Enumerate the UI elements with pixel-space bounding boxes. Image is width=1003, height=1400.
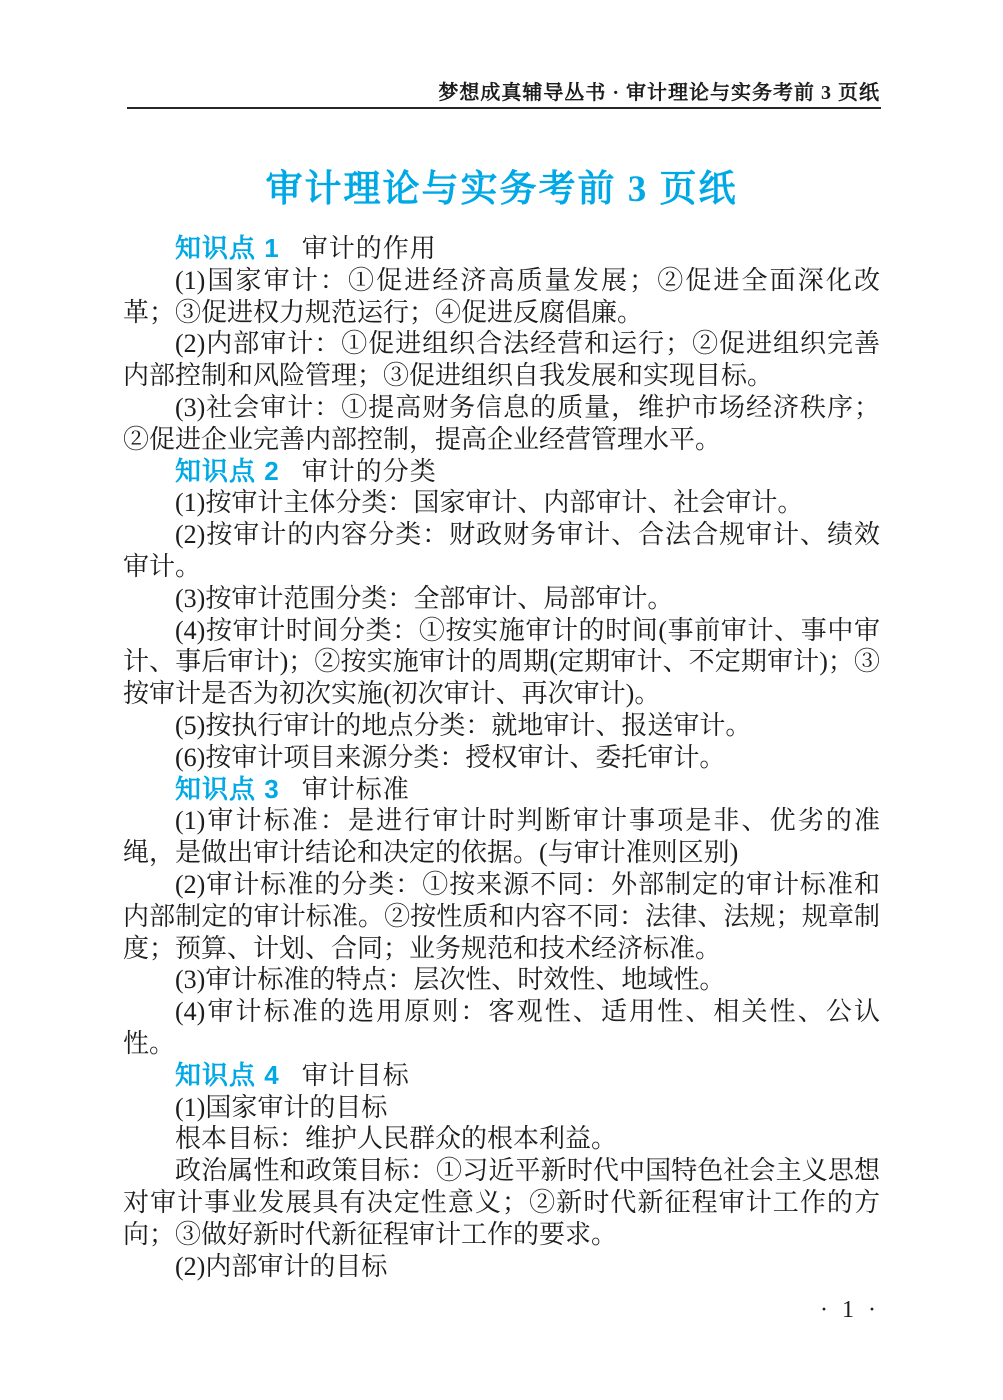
content-body xyxy=(123,233,880,1282)
body-paragraph: (2)审计标准的分类：①按来源不同：外部制定的审计标准和内部制定的审计标准。②按性质和内容不同：法律、法规；规章制度；预算、计划、合同；业务规范和技术经济标准。 xyxy=(123,869,880,963)
body-paragraph: (3)社会审计：①提高财务信息的质量，维护市场经济秩序；②促进企业完善内部控制，提高企业经营管理水平。 xyxy=(123,392,880,454)
body-paragraph: (1)按审计主体分类：国家审计、内部审计、社会审计。 xyxy=(175,488,804,518)
body-paragraph: (2)按审计的内容分类：财政财务审计、合法合规审计、绩效审计。 xyxy=(123,520,880,581)
body-paragraph: (6)按审计项目来源分类：授权审计、委托审计。 xyxy=(175,742,726,772)
section-title: 审计标准 xyxy=(301,774,410,804)
body-paragraph: (2)内部审计：①促进组织合法经营和运行；②促进组织完善内部控制和风险管理；③促进组织自我发展和实现目标。 xyxy=(123,329,880,391)
body-paragraph: (2)内部审计的目标 xyxy=(175,1251,388,1281)
page-number: · 1 · xyxy=(820,1297,880,1323)
running-header-text: 梦想成真辅导丛书 · 审计理论与实务考前 3 页纸 xyxy=(438,82,880,104)
section-heading xyxy=(123,774,880,806)
body-paragraph: (4)审计标准的选用原则：客观性、适用性、相关性、公认性。 xyxy=(123,997,880,1058)
section-title: 审计的作用 xyxy=(301,234,437,263)
section-heading xyxy=(123,233,880,265)
body-paragraph: (1)国家审计的目标 xyxy=(175,1092,388,1122)
knowledge-point-label: 知识点 1 xyxy=(175,233,280,263)
section-heading xyxy=(123,456,880,488)
body-paragraph: 根本目标：维护人民群众的根本利益。 xyxy=(175,1124,618,1154)
page-title: 审计理论与实务考前 3 页纸 xyxy=(265,169,738,210)
section-title: 审计的分类 xyxy=(301,456,437,486)
body-paragraph: (1)审计标准：是进行审计时判断审计事项是非、优劣的准绳，是做出审计结论和决定的依据。(与审计准则区别) xyxy=(123,806,880,868)
body-paragraph: 政治属性和政策目标：①习近平新时代中国特色社会主义思想对审计事业发展具有决定性意义；②新时代新征程审计工作的方向；③做好新时代新征程审计工作的要求。 xyxy=(123,1156,880,1249)
body-paragraph: (3)审计标准的特点：层次性、时效性、地域性。 xyxy=(175,965,726,995)
body-paragraph: (3)按审计范围分类：全部审计、局部审计。 xyxy=(175,583,674,613)
body-paragraph: (4)按审计时间分类：①按实施审计的时间(事前审计、事中审计、事后审计)；②按实施审计的周期(定期审计、不定期审计)；③按审计是否为初次实施(初次审计、再次审计)。 xyxy=(123,615,880,709)
section-title: 审计目标 xyxy=(301,1060,410,1090)
body-paragraph: (1)国家审计：①促进经济高质量发展；②促进全面深化改革；③促进权力规范运行；④促进反腐倡廉。 xyxy=(123,265,880,327)
running-header xyxy=(438,76,880,105)
section-heading xyxy=(123,1060,880,1092)
knowledge-point-label: 知识点 4 xyxy=(175,1059,280,1090)
body-paragraph: (5)按执行审计的地点分类：就地审计、报送审计。 xyxy=(175,710,752,740)
knowledge-point-label: 知识点 3 xyxy=(175,773,280,804)
header-rule xyxy=(127,107,881,109)
knowledge-point-label: 知识点 2 xyxy=(175,455,280,486)
